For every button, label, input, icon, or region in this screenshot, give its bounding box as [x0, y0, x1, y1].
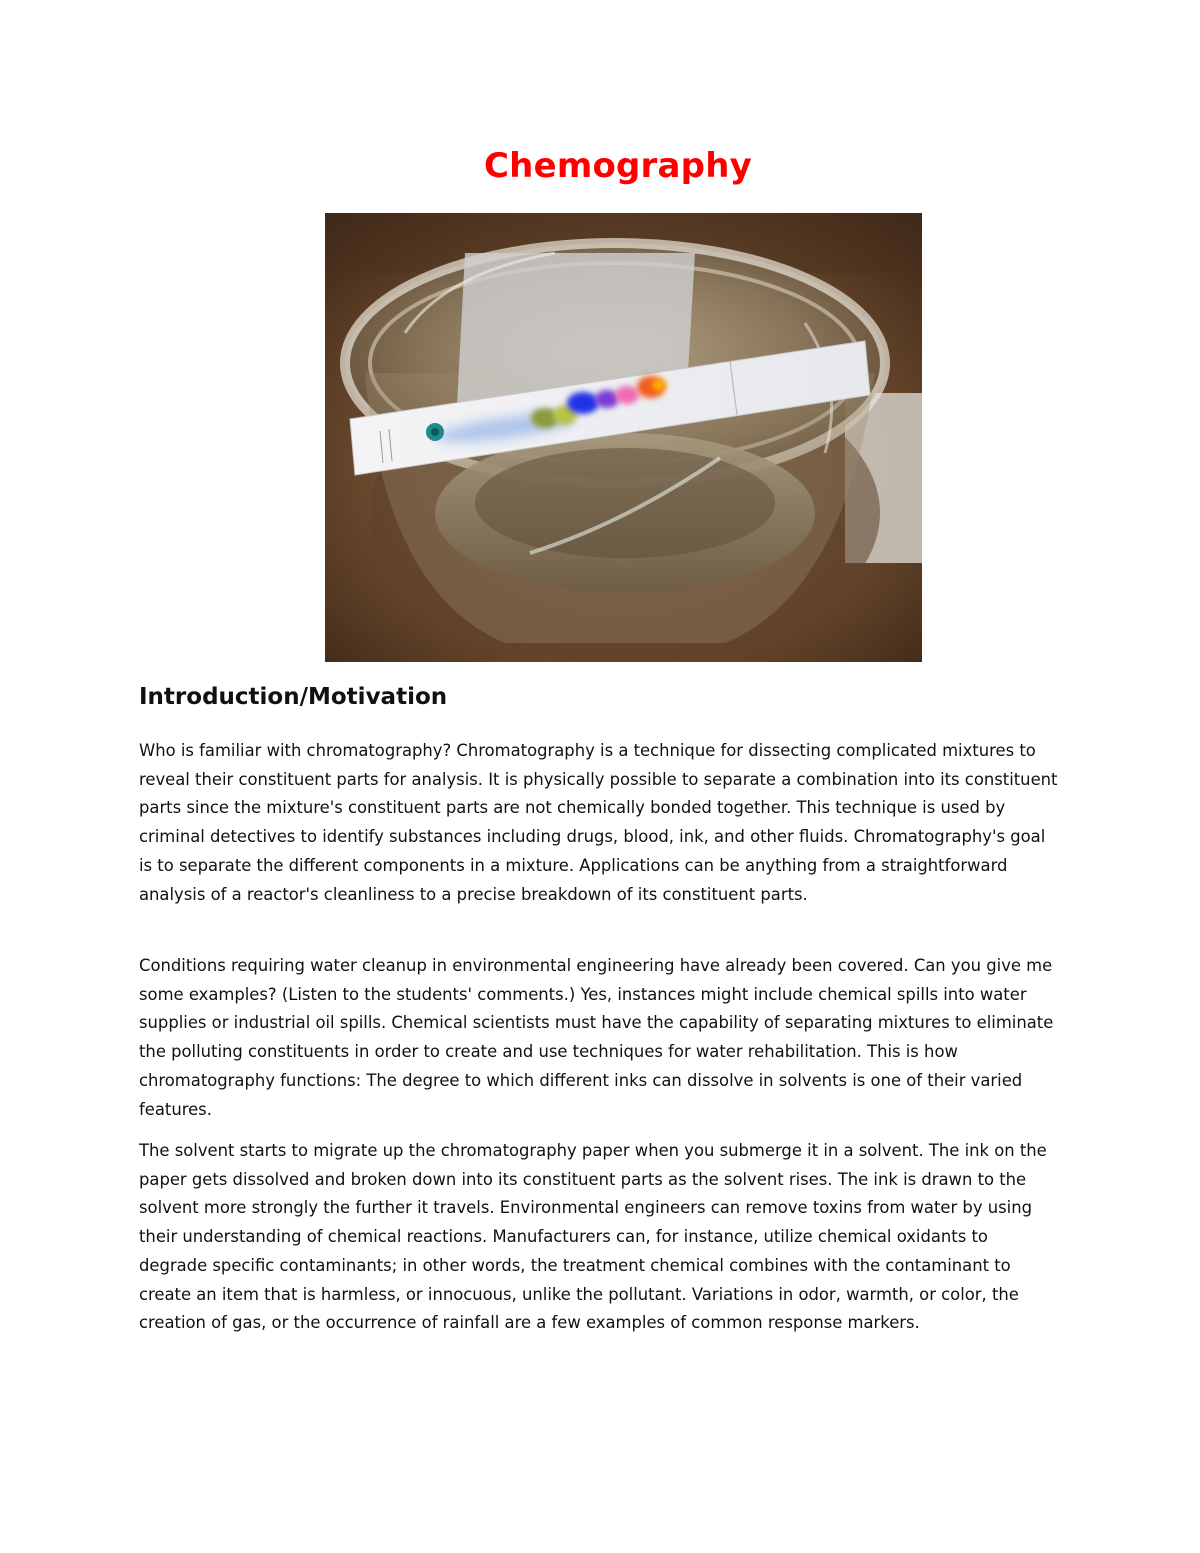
- paragraph-3: The solvent starts to migrate up the chromatography paper when you submerge it in a solvent. The ink on the paper gets dissolved and broken down into its constituent parts as the solvent rises. The ink is drawn to the solvent more strongly the further it travels. Environmental engineers can remove toxins from water by using their understanding of chemical reactions. Manufacturers can, for instance, utilize chemical oxidants to degrade specific contaminants; in other words, the treatment chemical combines with the contaminant to create an item that is harmless, or innocuous, unlike the pollutant. Variations in odor, warmth, or color, the creation of gas, or the occurrence of rainfall are a few examples of common response markers.: [139, 1141, 1047, 1333]
- paragraph-1: Who is familiar with chromatography? Chromatography is a technique for dissecting complicated mixtures to reveal their constituent parts for analysis. It is physically possible to separate a combination into its constituent parts since the mixture's constituent parts are not chemically bonded together. This technique is used by criminal detectives to identify substances including drugs, blood, ink, and other fluids. Chromatography's goal is to separate the different components in a mixture. Applications can be anything from a straightforward analysis of a reactor's cleanliness to a precise breakdown of its constituent parts.: [139, 741, 1058, 904]
- chromatography-photo: [325, 213, 922, 662]
- paragraph-2: Conditions requiring water cleanup in environmental engineering have already been covered. Can you give me some examples? (Listen to the students' comments.) Yes, instances might include chemical spills into water supplies or industrial oil spills. Chemical scientists must have the capability of separating mixtures to eliminate the polluting constituents in order to create and use techniques for water rehabilitation. This is how chromatography functions: The degree to which different inks can dissolve in solvents is one of their varied features.: [139, 956, 1054, 1119]
- section-heading: Introduction/Motivation: [139, 684, 448, 710]
- chromatography-beaker-photo-icon: [325, 213, 922, 662]
- page-title: Chemography: [484, 146, 752, 186]
